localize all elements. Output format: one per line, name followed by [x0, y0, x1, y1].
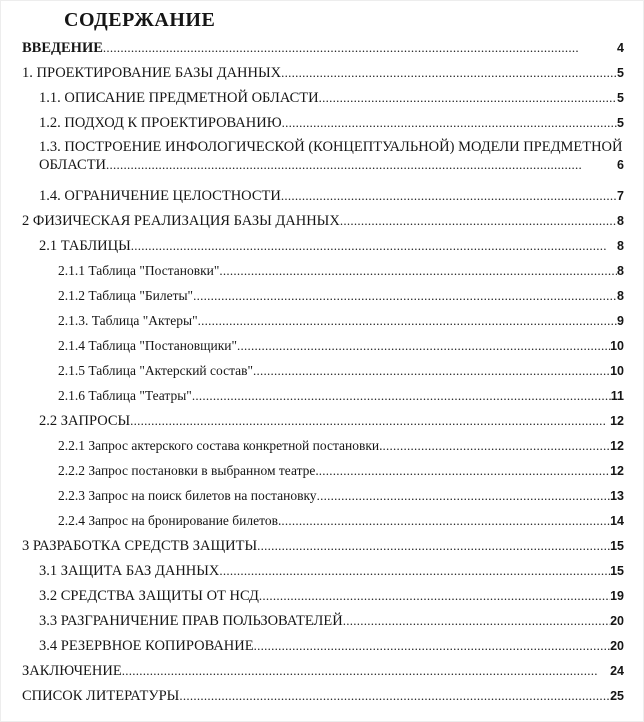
toc-entry[interactable]: [22, 39, 624, 57]
toc-entry-page: 8: [617, 239, 624, 253]
toc-entry[interactable]: [39, 637, 624, 655]
toc-entry[interactable]: [58, 262, 624, 280]
toc-entry-page: 8: [617, 289, 624, 303]
toc-entry-page: 20: [610, 639, 624, 653]
toc-entry-title: ОБЛАСТИ: [39, 157, 107, 173]
toc-entry-title: 2.1.1 Таблица "Постановки": [58, 263, 220, 278]
dot-leader: [281, 512, 610, 529]
dot-leader: [106, 156, 617, 173]
toc-entry[interactable]: [58, 362, 624, 380]
toc-entry-line: [39, 156, 624, 174]
toc-entry-page: 20: [610, 614, 624, 628]
toc-entry[interactable]: [39, 89, 624, 107]
toc-entry-line: [39, 637, 624, 655]
dot-leader: [319, 89, 617, 106]
dot-leader: [319, 462, 610, 479]
toc-entry-line: [39, 412, 624, 430]
toc-entry[interactable]: [39, 562, 624, 580]
toc-entry[interactable]: [22, 64, 624, 82]
toc-entry-page: 9: [617, 314, 624, 328]
toc-entry-line: [22, 687, 624, 705]
toc-entry-line: [39, 562, 624, 580]
dot-leader: [192, 387, 611, 404]
toc-entry-title: 2.1.5 Таблица "Актерский состав": [58, 363, 254, 378]
toc-entry-page: 10: [610, 364, 624, 378]
dot-leader: [131, 237, 617, 254]
toc-entry-title: 2.2.2 Запрос постановки в выбранном театре.: [58, 463, 319, 478]
toc-entry-title: 2.2 ЗАПРОСЫ: [39, 413, 131, 429]
toc-entry-line: [58, 362, 624, 380]
toc-entry-title: 2.1.2 Таблица "Билеты": [58, 288, 194, 303]
toc-entry-title: 2.1.6 Таблица "Театры": [58, 388, 192, 403]
toc-entry-line: [39, 612, 624, 630]
toc-entry-title: 3.4 РЕЗЕРВНОЕ КОПИРОВАНИЕ: [39, 638, 254, 654]
toc-entry[interactable]: [58, 337, 624, 355]
toc-entry[interactable]: [58, 487, 624, 505]
toc-entry-line: [58, 462, 624, 480]
toc-entry-title: СПИСОК ЛИТЕРАТУРЫ: [22, 688, 180, 704]
dot-leader: [179, 687, 610, 704]
toc-entry-page: 12: [610, 439, 624, 453]
toc-entry-page: 12: [610, 414, 624, 428]
toc-entry-title: 2.1.3. Таблица "Актеры": [58, 313, 198, 328]
toc-entry-page: 15: [610, 539, 624, 553]
toc-entry-line: [22, 64, 624, 82]
dot-leader: [219, 262, 617, 279]
dot-leader: [343, 612, 610, 629]
toc-entry-line: [58, 337, 624, 355]
toc-entry[interactable]: [58, 512, 624, 530]
toc-entry-line: [22, 212, 624, 230]
toc-entry[interactable]: [22, 537, 624, 555]
dot-leader: [122, 662, 610, 679]
dot-leader: [317, 487, 611, 504]
toc-entry-line: [58, 437, 624, 455]
toc-entry[interactable]: [58, 462, 624, 480]
toc-entry-title: 3.2 СРЕДСТВА ЗАЩИТЫ ОТ НСД: [39, 588, 259, 604]
toc-entry[interactable]: [39, 114, 624, 132]
dot-leader: [193, 287, 617, 304]
toc-entry-page: 13: [610, 489, 624, 503]
toc-entry-page: 19: [610, 589, 624, 603]
toc-entry[interactable]: [58, 287, 624, 305]
toc-entry-page: 24: [610, 664, 624, 678]
dot-leader: [219, 562, 610, 579]
toc-entry-page: 8: [617, 214, 624, 228]
toc-entry-line: [22, 537, 624, 555]
toc-entry-page: 5: [617, 116, 624, 130]
dot-leader: [281, 64, 617, 81]
toc-entry-line: [39, 114, 624, 132]
toc-entry-title: ЗАКЛЮЧЕНИЕ: [22, 663, 122, 679]
toc-entry-line: [58, 512, 624, 530]
toc-entry-line: [39, 587, 624, 605]
toc-entry-title: 2.1 ТАБЛИЦЫ: [39, 238, 131, 254]
toc-entry[interactable]: [39, 237, 624, 255]
dot-leader: [259, 587, 610, 604]
toc-entry-line: [39, 237, 624, 255]
toc-entry-page: 5: [617, 91, 624, 105]
toc-entry[interactable]: [39, 612, 624, 630]
toc-entry[interactable]: [22, 687, 624, 705]
toc-entry-title: 1. ПРОЕКТИРОВАНИЕ БАЗЫ ДАННЫХ: [22, 65, 282, 81]
dot-leader: [340, 212, 617, 229]
toc-entry-title: 1.2. ПОДХОД К ПРОЕКТИРОВАНИЮ: [39, 115, 282, 131]
toc-entry[interactable]: [22, 662, 624, 680]
dot-leader: [383, 437, 611, 454]
toc-entry[interactable]: [39, 412, 624, 430]
toc-entry-wrapped-line: 1.3. ПОСТРОЕНИЕ ИНФОЛОГИЧЕСКОЙ (КОНЦЕПТУАЛЬНОЙ) МОДЕЛИ ПРЕДМЕТНОЙ: [39, 139, 623, 155]
toc-entry-line: [58, 287, 624, 305]
toc-entry-title: 3.1 ЗАЩИТА БАЗ ДАННЫХ: [39, 563, 220, 579]
toc-entry-page: 5: [617, 66, 624, 80]
toc-entry-page: 4: [617, 41, 624, 55]
dot-leader: [253, 362, 610, 379]
toc-entry-title: 3 РАЗРАБОТКА СРЕДСТВ ЗАЩИТЫ: [22, 538, 258, 554]
toc-entry-line: [58, 387, 624, 405]
toc-entry-title: ВВЕДЕНИЕ: [22, 40, 103, 56]
dot-leader: [254, 637, 610, 654]
dot-leader: [198, 312, 617, 329]
dot-leader: [237, 337, 610, 354]
toc-entry-page: 11: [610, 389, 624, 403]
toc-entry-line: [39, 187, 624, 205]
toc-list: [22, 39, 624, 705]
toc-entry[interactable]: [58, 387, 624, 405]
toc-entry-title: 2.2.1 Запрос актерского состава конкретной постановки.: [58, 438, 383, 453]
toc-entry-line: [58, 262, 624, 280]
toc-entry[interactable]: [39, 139, 624, 174]
toc-entry-title: 3.3 РАЗГРАНИЧЕНИЕ ПРАВ ПОЛЬЗОВАТЕЛЕЙ: [39, 613, 343, 629]
toc-entry-page: 14: [610, 514, 624, 528]
toc-entry[interactable]: [58, 437, 624, 455]
toc-entry-title: 1.1. ОПИСАНИЕ ПРЕДМЕТНОЙ ОБЛАСТИ: [39, 90, 319, 106]
toc-entry[interactable]: [22, 212, 624, 230]
toc-entry-line: [22, 39, 624, 57]
toc-entry-line: [58, 312, 624, 330]
dot-leader: [103, 39, 617, 56]
toc-entry-page: 8: [617, 264, 624, 278]
toc-entry-page: 10: [610, 339, 624, 353]
toc-entry-line: [39, 89, 624, 107]
dot-leader: [130, 412, 610, 429]
toc-entry[interactable]: [39, 187, 624, 205]
toc-entry-title: 2.2.3 Запрос на поиск билетов на постановку: [58, 488, 317, 503]
dot-leader: [281, 187, 617, 204]
toc-entry-title: 2.2.4 Запрос на бронирование билетов.: [58, 513, 282, 528]
toc-entry-title: 1.4. ОГРАНИЧЕНИЕ ЦЕЛОСТНОСТИ: [39, 188, 281, 204]
toc-entry-line: [22, 662, 624, 680]
toc-entry-page: 15: [610, 564, 624, 578]
toc-entry-title: 2 ФИЗИЧЕСКАЯ РЕАЛИЗАЦИЯ БАЗЫ ДАННЫХ: [22, 213, 340, 229]
toc-entry[interactable]: [39, 587, 624, 605]
page-title: СОДЕРЖАНИЕ: [64, 9, 216, 31]
toc-entry-page: 6: [617, 158, 624, 172]
toc-entry-page: 7: [617, 189, 624, 203]
toc-entry-page: 25: [610, 689, 624, 703]
dot-leader: [257, 537, 610, 554]
toc-entry[interactable]: [58, 312, 624, 330]
toc-entry-title: 2.1.4 Таблица "Постановщики": [58, 338, 238, 353]
dot-leader: [282, 114, 617, 131]
toc-entry-line: [58, 487, 624, 505]
toc-entry-page: 12: [610, 464, 624, 478]
